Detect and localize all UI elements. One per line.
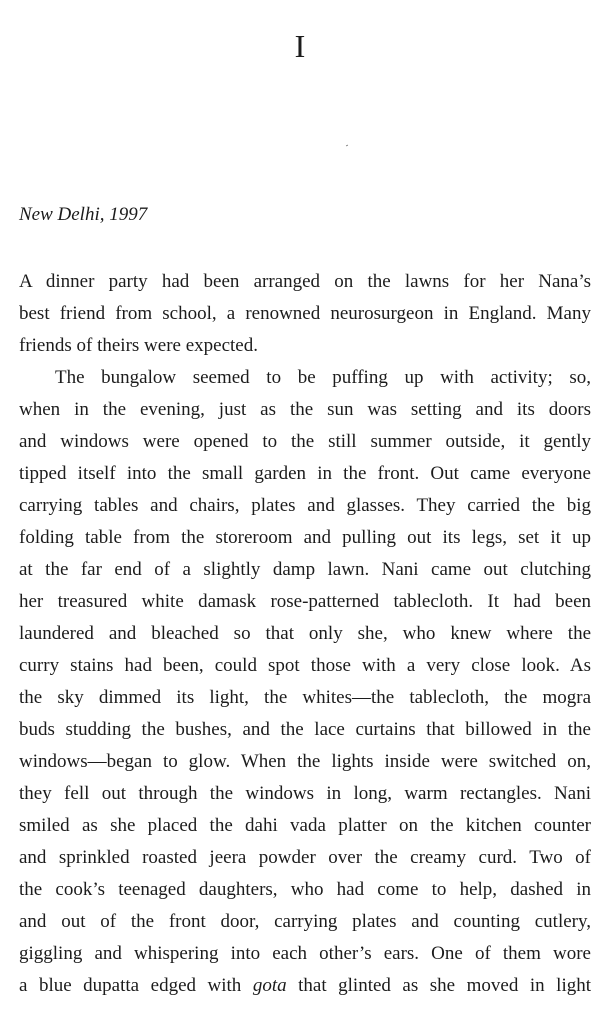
paragraph-1: [19, 266, 591, 362]
dateline: New Delhi, 1997: [19, 204, 148, 225]
text-line: and out of the front door, carrying plates and counting cutlery,: [19, 911, 591, 932]
text-line: giggling and whispering into each other’s ears. One of them wore: [19, 943, 591, 964]
text-line: The bungalow seemed to be puffing up with activity; so,: [55, 367, 591, 388]
text-run: a blue dupatta edged with: [19, 975, 253, 996]
text-run: that glinted as she moved in light: [286, 975, 591, 996]
paragraph-2: [19, 362, 591, 1002]
text-line: tipped itself into the small garden in the front. Out came everyone: [19, 463, 591, 484]
text-line-final: [19, 970, 591, 1002]
chapter-body: [19, 266, 591, 1002]
text-line: windows—began to glow. When the lights inside were switched on,: [19, 751, 591, 772]
text-line: they fell out through the windows in long, warm rectangles. Nani: [19, 783, 591, 804]
text-line: and sprinkled roasted jeera powder over the creamy curd. Two of: [19, 847, 591, 868]
text-line: smiled as she placed the dahi vada platter on the kitchen counter: [19, 815, 591, 836]
chapter-number: I: [294, 28, 306, 64]
text-line: friends of theirs were expected.: [19, 335, 258, 356]
text-line: folding table from the storeroom and pulling out its legs, set it up: [19, 527, 591, 548]
text-line: when in the evening, just as the sun was setting and its doors: [19, 399, 591, 420]
text-line: carrying tables and chairs, plates and glasses. They carried the big: [19, 495, 591, 516]
italic-term: gota: [252, 975, 287, 996]
text-line: curry stains had been, could spot those with a very close look. As: [19, 655, 591, 676]
text-line: the cook’s teenaged daughters, who had come to help, dashed in: [19, 879, 591, 900]
text-line: the sky dimmed its light, the whites—the tablecloth, the mogra: [19, 687, 591, 708]
text-line: and windows were opened to the still summer outside, it gently: [19, 431, 591, 452]
print-speck: [346, 145, 348, 147]
text-line: at the far end of a slightly damp lawn. Nani came out clutching: [19, 559, 591, 580]
text-line: her treasured white damask rose-patterned tablecloth. It had been: [19, 591, 591, 612]
text-line: laundered and bleached so that only she, who knew where the: [19, 623, 591, 644]
text-line: buds studding the bushes, and the lace curtains that billowed in the: [19, 719, 591, 740]
text-line: best friend from school, a renowned neurosurgeon in England. Many: [19, 303, 591, 324]
text-line: A dinner party had been arranged on the lawns for her Nana’s: [19, 271, 591, 292]
